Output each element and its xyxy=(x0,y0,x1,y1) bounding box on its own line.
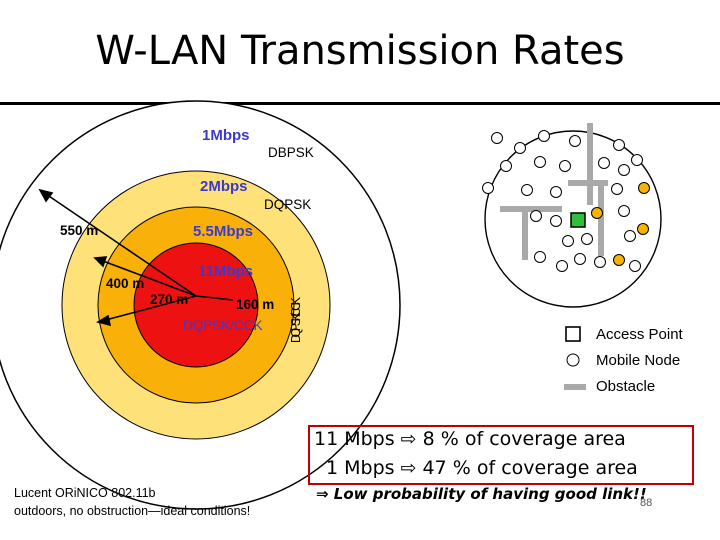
mobile-node xyxy=(630,261,641,272)
mobile-node xyxy=(563,236,574,247)
legend-access-point-label: Access Point xyxy=(596,326,683,343)
obstacle-horizontal-1 xyxy=(568,180,608,186)
mobile-node xyxy=(560,161,571,172)
access-point xyxy=(571,213,585,227)
mobile-node xyxy=(557,261,568,272)
rotated-modulation-label: DQPSK/CCK xyxy=(289,297,303,343)
radius-label-550m: 550 m xyxy=(60,223,99,238)
slide-title: W-LAN Transmission Rates xyxy=(95,28,625,74)
mobile-node xyxy=(625,231,636,242)
mobile-node xyxy=(535,157,546,168)
legend-access-point-icon xyxy=(566,327,580,341)
page-number: 88 xyxy=(640,497,653,509)
modulation-label-dqpsk: DQPSK xyxy=(264,197,312,212)
rate-label-5.5mbps: 5.5Mbps xyxy=(193,223,254,240)
legend-mobile-node-label: Mobile Node xyxy=(596,352,681,369)
legend-mobile-node-icon xyxy=(567,354,579,366)
mobile-node xyxy=(614,140,625,151)
radius-label-160m: 160 m xyxy=(236,297,275,312)
mobile-node xyxy=(492,133,503,144)
mobile-node xyxy=(531,211,542,222)
footnote-conditions: outdoors, no obstruction—ideal conditions! xyxy=(14,504,251,518)
mobile-node xyxy=(619,206,630,217)
radius-label-270m: 270 m xyxy=(150,292,189,307)
mobile-node xyxy=(582,234,593,245)
rate-label-2mbps: 2Mbps xyxy=(200,178,248,195)
legend-obstacle-label: Obstacle xyxy=(596,378,656,395)
mobile-node xyxy=(599,158,610,169)
footnote-device: Lucent ORiNICO 802.11b xyxy=(14,486,156,500)
mobile-node xyxy=(483,183,494,194)
conclusion-text: ⇒ Low probability of having good link!! xyxy=(316,485,647,503)
mobile-node xyxy=(551,216,562,227)
mobile-node xyxy=(539,131,550,142)
legend-obstacle-icon xyxy=(564,384,586,390)
mobile-node-high-rate xyxy=(639,183,650,194)
mobile-node xyxy=(551,187,562,198)
mobile-node-high-rate xyxy=(638,224,649,235)
mobile-node-high-rate xyxy=(592,208,603,219)
mobile-node xyxy=(575,254,586,265)
mobile-node-high-rate xyxy=(614,255,625,266)
stat-11mbps: 11 Mbps ⇨ 8 % of coverage area xyxy=(314,428,626,450)
mobile-node xyxy=(535,252,546,263)
obstacle-horizontal-2 xyxy=(500,206,562,212)
radius-label-400m: 400 m xyxy=(106,276,145,291)
modulation-label-dbpsk: DBPSK xyxy=(268,145,314,160)
mobile-node xyxy=(522,185,533,196)
mobile-node xyxy=(612,184,623,195)
rate-label-11mbps: 11Mbps xyxy=(198,263,254,280)
mobile-node xyxy=(619,165,630,176)
mobile-node xyxy=(515,143,526,154)
obstacle-vertical-1 xyxy=(587,123,593,205)
mobile-node xyxy=(501,161,512,172)
rate-label-1mbps: 1Mbps xyxy=(202,127,250,144)
obstacle-vertical-2 xyxy=(598,184,604,256)
modulation-label-dqpsk-cck: DQPSK/CCK xyxy=(183,318,263,333)
obstacle-vertical-3 xyxy=(522,206,528,260)
mobile-nodes xyxy=(483,131,643,272)
mobile-node xyxy=(570,136,581,147)
stat-1mbps: 1 Mbps ⇨ 47 % of coverage area xyxy=(326,457,638,479)
mobile-node xyxy=(595,257,606,268)
mobile-node xyxy=(632,155,643,166)
